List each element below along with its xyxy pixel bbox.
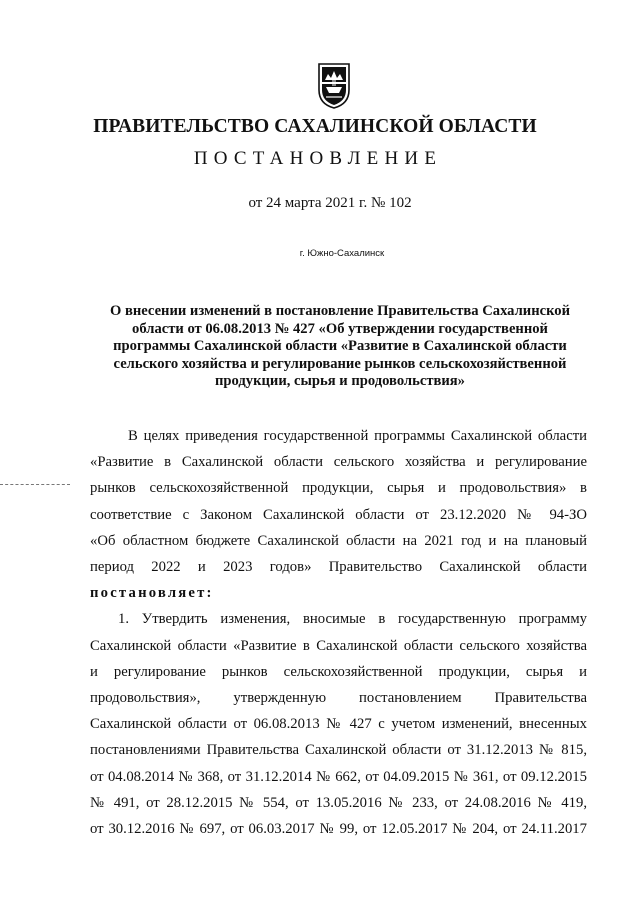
body-line: «Об областном бюджете Сахалинской области на 2021 год и на плановый <box>90 532 587 549</box>
document-body <box>90 423 587 842</box>
body-line: период 2022 и 2023 годов» Правительство Сахалинской области <box>90 559 587 576</box>
body-line-resolves: постановляет: <box>90 585 214 602</box>
document-subject <box>90 303 590 391</box>
body-line: 1. Утвердить изменения, вносимые в государственную программу <box>118 611 587 628</box>
body-line: и регулирование рынков сельскохозяйственной продукции, сырья и <box>90 663 587 680</box>
subject-line: продукции, сырья и продовольствия» <box>215 373 465 390</box>
body-line: продовольствия», утвержденную постановлением Правительства <box>90 690 587 707</box>
document-date-number: от 24 марта 2021 г. № 102 <box>248 195 412 211</box>
body-line: Сахалинской области от 06.08.2013 № 427 с учетом изменений, внесенных <box>90 716 587 733</box>
body-line: Сахалинской области «Развитие в Сахалинской области сельского хозяйства <box>90 637 587 654</box>
margin-scan-mark <box>0 484 70 485</box>
subject-line: программы Сахалинской области «Развитие в Сахалинской области <box>113 338 567 355</box>
subject-line: сельского хозяйства и регулирование рынков сельскохозяйственной <box>113 355 567 372</box>
body-line: рынков сельскохозяйственной продукции, сырья и продовольствия» в <box>90 480 587 497</box>
subject-line: области от 06.08.2013 № 427 «Об утверждении государственной <box>132 320 548 337</box>
body-line: В целях приведения государственной программы Сахалинской области <box>128 428 587 444</box>
body-line: «Развитие в Сахалинской области сельского хозяйства и регулирование <box>90 454 587 471</box>
organization-title: ПРАВИТЕЛЬСТВО САХАЛИНСКОЙ ОБЛАСТИ <box>93 116 537 137</box>
body-line: от 04.08.2014 № 368, от 31.12.2014 № 662, от 04.09.2015 № 361, от 09.12.2015 <box>90 768 587 785</box>
document-place: г. Южно-Сахалинск <box>299 248 385 259</box>
body-line: постановлениями Правительства Сахалинской области от 31.12.2013 № 815, <box>90 742 587 759</box>
subject-line: О внесении изменений в постановление Правительства Сахалинской <box>109 303 571 319</box>
body-line: № 491, от 28.12.2015 № 554, от 13.05.2016 № 233, от 24.08.2016 № 419, <box>90 794 587 811</box>
body-line: соответствие с Законом Сахалинской области от 23.12.2020 № 94-ЗО <box>90 506 587 523</box>
body-line: от 30.12.2016 № 697, от 06.03.2017 № 99, от 12.05.2017 № 204, от 24.11.2017 <box>90 821 587 838</box>
sakhalin-coat-of-arms-icon <box>316 60 352 110</box>
document-type: ПОСТАНОВЛЕНИЕ <box>193 148 443 169</box>
